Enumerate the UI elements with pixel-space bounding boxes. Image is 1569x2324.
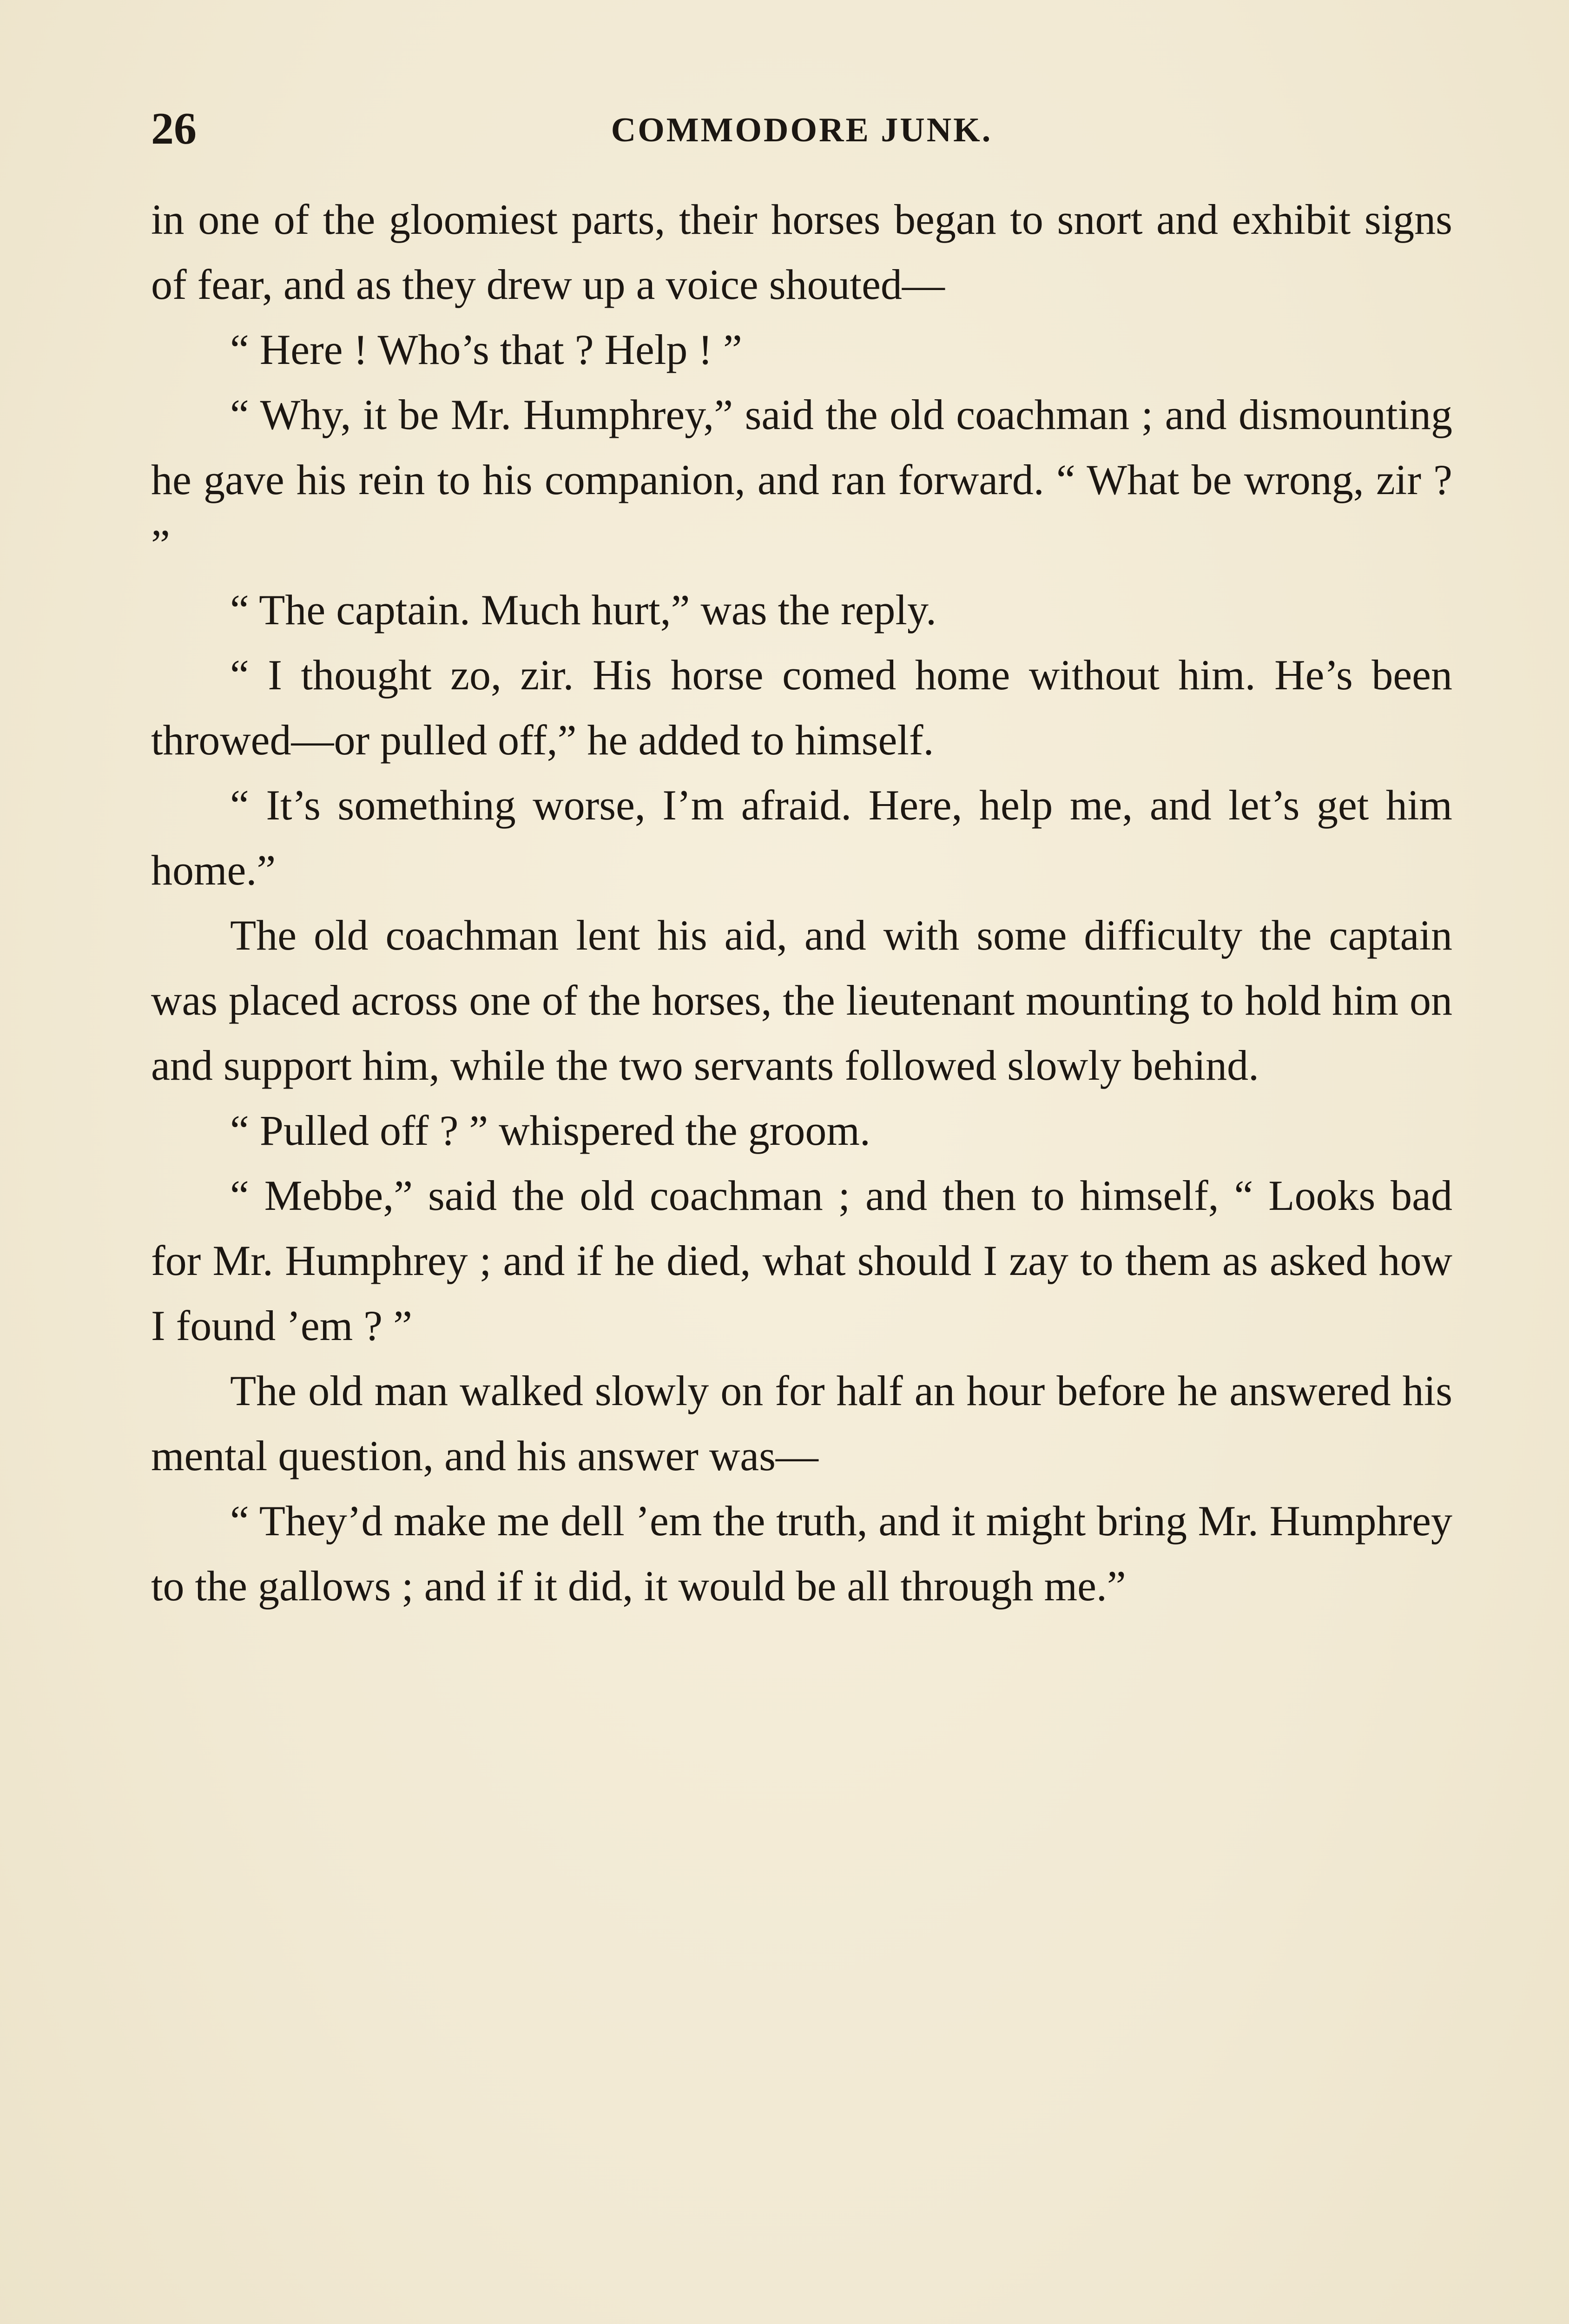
page-number: 26 bbox=[151, 104, 197, 154]
paragraph: “ The captain. Much hurt,” was the reply. bbox=[230, 586, 937, 634]
paragraph: “ It’s something worse, I’m afraid. Here, help me, and let’s get him home.” bbox=[151, 781, 1452, 894]
page-header bbox=[151, 103, 1452, 154]
paragraph: in one of the gloomiest parts, their horses began to snort and exhibit signs of fear, and as they drew up a voice shouted— bbox=[151, 196, 1452, 308]
body-text bbox=[151, 187, 1452, 1618]
paragraph: “ They’d make me dell ’em the truth, and it might bring Mr. Humphrey to the gallows ; and if it did, it would be all through me.” bbox=[151, 1497, 1452, 1610]
running-head: COMMODORE JUNK. bbox=[611, 111, 993, 149]
paragraph: “ Why, it be Mr. Humphrey,” said the old coachman ; and dismounting he gave his rein to his companion, and ran forward. “ What be wrong, zir ? ” bbox=[151, 391, 1452, 568]
paragraph: “ Mebbe,” said the old coachman ; and then to himself, “ Looks bad for Mr. Humphrey ; and if he died, what should I zay to them as asked how I found ’em ? ” bbox=[151, 1172, 1452, 1349]
paragraph: “ I thought zo, zir. His horse comed home without him. He’s been throwed—or pulled off,” he added to himself. bbox=[151, 651, 1452, 764]
paragraph: “ Pulled off ? ” whispered the groom. bbox=[230, 1107, 870, 1154]
paragraph: “ Here ! Who’s that ? Help ! ” bbox=[230, 326, 742, 373]
paragraph: The old coachman lent his aid, and with some difficulty the captain was placed across one of the horses, the lieutenant mounting to hold him on and support him, while the two servants followed slowly behind. bbox=[151, 911, 1452, 1089]
paragraph: The old man walked slowly on for half an hour before he answered his mental question, and his answer was— bbox=[151, 1367, 1452, 1479]
